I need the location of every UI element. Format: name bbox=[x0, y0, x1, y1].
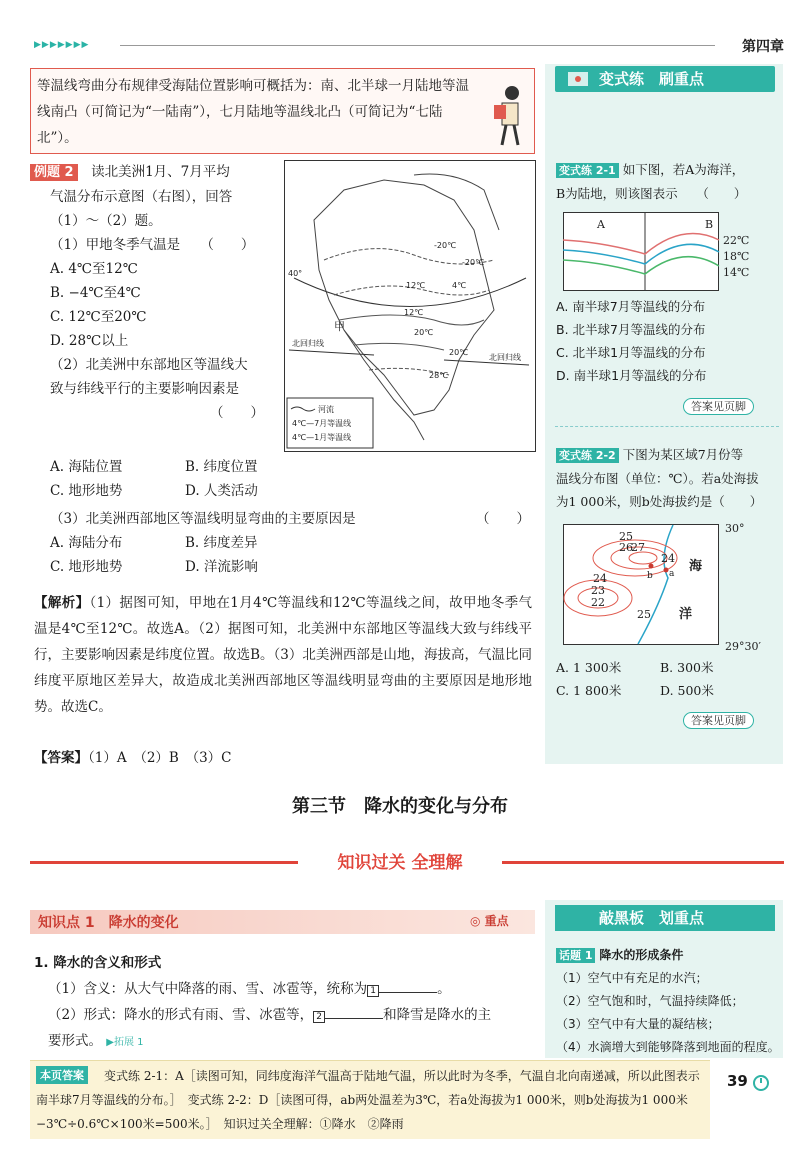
ex22-option: D. 500米 bbox=[660, 683, 714, 698]
q1-option: D. 28℃以上 bbox=[50, 333, 129, 349]
answer-text: （1）A （2）B （3）C bbox=[88, 750, 232, 766]
topic-item: （4）水滴增大到能够降落到地面的程度。 bbox=[556, 1040, 780, 1054]
analysis-label: 【解析】 bbox=[34, 595, 90, 611]
ex22-option: C. 1 800米 bbox=[556, 683, 622, 698]
ex21-option: B. 北半球7月等温线的分布 bbox=[556, 322, 706, 337]
ex22-label: 23 bbox=[591, 584, 605, 597]
blank-number: 2 bbox=[313, 1011, 325, 1023]
map-label: 20℃ bbox=[414, 328, 434, 337]
fill-blank-1[interactable] bbox=[379, 979, 437, 993]
topic-item: （2）空气饱和时，气温持续降低； bbox=[556, 994, 744, 1008]
ex21-label: 14℃ bbox=[723, 266, 750, 279]
ex21-label: 22℃ bbox=[723, 234, 750, 247]
q3-paren: （ ） bbox=[476, 511, 530, 527]
ex21-option: C. 北半球1月等温线的分布 bbox=[556, 345, 706, 360]
answer-label: 【答案】 bbox=[34, 750, 88, 766]
ex22-label: 海 bbox=[689, 559, 703, 574]
north-america-isotherm-map bbox=[284, 160, 536, 452]
legend-item: 4℃—1月等温线 bbox=[292, 433, 352, 442]
legend-item: 4℃—7月等温线 bbox=[292, 419, 352, 428]
q2-option: B. 纬度位置 bbox=[185, 459, 258, 475]
tip-box bbox=[30, 68, 535, 154]
header-decoration: ▶▶▶▶▶▶▶ bbox=[34, 40, 90, 50]
answer-line bbox=[34, 746, 232, 766]
extension-link[interactable]: ▶拓展 1 bbox=[106, 1037, 144, 1048]
q1-option: C. 12℃至20℃ bbox=[50, 309, 147, 325]
footer-answer-text: 变式练 2-1：A［读图可知，同纬度海洋气温高于陆地气温，所以此时为冬季，气温自北向南递减，所以此图表示南半球7月等温线的分布。］ 变式练 2-2：D［读图可得，ab两处温差为3℃，若a处海拔为1 000米，则b处海拔为1 000米−3℃÷0.6℃×100米=500米。］ 知识过关全理解：①降水 ②降雨 bbox=[36, 1069, 700, 1131]
section-banner: 知识过关 全理解 bbox=[337, 853, 463, 873]
q3-option: C. 地形地势 bbox=[50, 559, 123, 575]
q3-block bbox=[50, 507, 530, 579]
ex21-answer-chip[interactable]: 答案见页脚 bbox=[683, 398, 754, 414]
ex22-label: 26 bbox=[619, 541, 633, 554]
map-label-jia: 甲 bbox=[334, 320, 345, 333]
ex22-figure bbox=[563, 518, 778, 653]
fill-blank-2[interactable] bbox=[325, 1005, 383, 1019]
map-label: 北回归线 bbox=[292, 339, 324, 348]
example-tag: 例题 2 bbox=[30, 164, 78, 181]
q3-option: D. 洋流影响 bbox=[185, 559, 258, 575]
board-icon bbox=[566, 68, 590, 90]
blackboard-title: 敲黑板 划重点 bbox=[555, 905, 775, 931]
q3-option: B. 纬度差异 bbox=[185, 535, 258, 551]
ex21-stem-1: 如下图，若A为海洋， bbox=[622, 162, 745, 177]
key-badge: ◎ 重点 bbox=[470, 914, 509, 928]
knowledge-point-title: 知识点 1 降水的变化 bbox=[38, 915, 179, 931]
map-label: 12℃ bbox=[406, 281, 426, 290]
map-label: 20℃ bbox=[449, 348, 469, 357]
example-stem-2: 气温分布示意图（右图），回答 bbox=[50, 189, 233, 205]
ex21-options bbox=[556, 295, 778, 387]
q2-options bbox=[50, 455, 530, 503]
example-stem-3: （1）～（2）题。 bbox=[50, 213, 162, 229]
ex22-stem-1: 下图为某区域7月份等 bbox=[622, 447, 744, 462]
q2-option: D. 人类活动 bbox=[185, 483, 258, 499]
ex22-label: 22 bbox=[591, 596, 605, 609]
q2-option: A. 海陆位置 bbox=[50, 459, 123, 475]
q1-text: （1）甲地冬季气温是 （ ） bbox=[50, 237, 255, 253]
ex22-option: B. 300米 bbox=[660, 660, 714, 675]
q1-option: B. −4℃至4℃ bbox=[50, 285, 141, 301]
kp-content: 1. 降水的含义和形式 （1）含义：从大气中降落的雨、雪、冰雹等，统称为 1 。 （2）形式：降水的形式有雨、雪、冰雹等， 2 和降雪是降水的主 要形式。 ▶拓展 1 bbox=[34, 950, 539, 1056]
ex22-answer-chip[interactable]: 答案见页脚 bbox=[683, 712, 754, 728]
map-label: 北回归线 bbox=[489, 353, 521, 362]
topic-tag: 话题 1 bbox=[556, 948, 595, 963]
ex21-option: D. 南半球1月等温线的分布 bbox=[556, 368, 707, 383]
map-label: 28℃ bbox=[429, 371, 449, 380]
sidebar-title: 变式练 刷重点 bbox=[555, 66, 775, 92]
q2-text-2: 致与纬线平行的主要影响因素是 bbox=[50, 381, 239, 397]
ex22-stem-3: 为1 000米，则b处海拔约是（ ） bbox=[556, 494, 763, 509]
ex21-label: 18℃ bbox=[723, 250, 750, 263]
legend-item: 河流 bbox=[318, 405, 334, 414]
ex21-block bbox=[556, 158, 778, 205]
map-label: 12℃ bbox=[404, 308, 424, 317]
ex22-option: A. 1 300米 bbox=[556, 660, 622, 675]
banner-rule-left bbox=[30, 861, 298, 864]
clock-icon bbox=[752, 1074, 770, 1092]
topic-item: （3）空气中有大量的凝结核； bbox=[556, 1017, 720, 1031]
footer-answer-label: 本页答案 bbox=[36, 1066, 88, 1084]
ex22-label: 24 bbox=[593, 572, 607, 585]
ex21-label: B bbox=[705, 218, 714, 231]
topic-item: （1）空气中有充足的水汽； bbox=[556, 971, 708, 985]
ex22-label: 27 bbox=[631, 541, 645, 554]
example-block bbox=[30, 160, 280, 425]
ex22-label: 洋 bbox=[679, 607, 693, 622]
ex21-option: A. 南半球7月等温线的分布 bbox=[556, 299, 706, 314]
ex22-label: a bbox=[669, 569, 675, 579]
kp-heading: 1. 降水的含义和形式 bbox=[34, 955, 162, 971]
map-label: 4℃ bbox=[452, 281, 467, 290]
map-label: 40° bbox=[288, 269, 303, 278]
ex22-label: 25 bbox=[637, 608, 651, 621]
page-number: 39 bbox=[727, 1072, 748, 1090]
ex22-options bbox=[556, 656, 778, 702]
topic-heading: 降水的形成条件 bbox=[599, 948, 684, 962]
kp-line2: （2）形式：降水的形式有雨、雪、冰雹等， bbox=[48, 1007, 314, 1023]
ex21-stem-2: B为陆地，则该图表示 （ ） bbox=[556, 186, 747, 201]
q3-option: A. 海陆分布 bbox=[50, 535, 123, 551]
ex21-figure bbox=[563, 212, 778, 292]
analysis-text: （1）据图可知，甲地在1月4℃等温线和12℃等温线之间，故甲地冬季气温是4℃至12℃。故选A。（2）据图可知，北美洲中东部地区等温线大致与纬线平行，主要影响因素是纬度位置。故选B。（3）北美洲西部是山地，海拔高，气温比同纬度平原地区差异大，故造成北美洲西部地区等温线明显弯曲的主要原因是地形地势。故选C。 bbox=[34, 595, 533, 715]
ex22-label: 29°30′ bbox=[725, 640, 761, 653]
map-label: -20℃ bbox=[434, 241, 457, 250]
q2-option: C. 地形地势 bbox=[50, 483, 123, 499]
ex22-block bbox=[556, 443, 778, 513]
tip-text: 等温线弯曲分布规律受海陆位置影响可概括为：南、北半球一月陆地等温线南凸（可简记为“一陆南”），七月陆地等温线北凸（可简记为“七陆北”）。 bbox=[37, 78, 469, 146]
q2-paren: （ ） bbox=[210, 405, 264, 421]
kp-line1: （1）含义：从大气中降落的雨、雪、冰雹等，统称为 bbox=[48, 981, 368, 997]
blank-number: 1 bbox=[367, 985, 379, 997]
map-label: -20℃ bbox=[462, 258, 485, 267]
ex21-label: A bbox=[597, 218, 605, 231]
analysis-block bbox=[34, 590, 532, 720]
kp-line3: 要形式。 bbox=[48, 1033, 102, 1049]
ex22-tag: 变式练 2-2 bbox=[556, 448, 619, 463]
section-title: 第三节 降水的变化与分布 bbox=[292, 796, 508, 817]
q2-text-1: （2）北美洲中东部地区等温线大 bbox=[50, 357, 248, 373]
q1-option: A. 4℃至12℃ bbox=[50, 261, 138, 277]
header-rule bbox=[120, 45, 715, 46]
banner-rule-right bbox=[502, 861, 784, 864]
reading-person-icon bbox=[490, 83, 528, 147]
ex22-stem-2: 温线分布图（单位：℃）。若a处海拔 bbox=[556, 471, 759, 486]
blackboard-content bbox=[556, 944, 780, 1059]
example-stem-1: 读北美洲1月、7月平均 bbox=[91, 164, 230, 180]
kp-line2-tail: 和降雪是降水的主 bbox=[383, 1007, 492, 1023]
chapter-title: 第四章 bbox=[742, 39, 784, 55]
ex22-label: 24 bbox=[661, 552, 675, 565]
ex22-label: 25 bbox=[619, 530, 633, 543]
sidebar-divider bbox=[555, 426, 779, 427]
ex21-tag: 变式练 2-1 bbox=[556, 163, 619, 178]
q3-text: （3）北美洲西部地区等温线明显弯曲的主要原因是 bbox=[50, 511, 356, 527]
ex22-label: b bbox=[647, 571, 653, 581]
ex22-label: 30° bbox=[725, 522, 745, 535]
